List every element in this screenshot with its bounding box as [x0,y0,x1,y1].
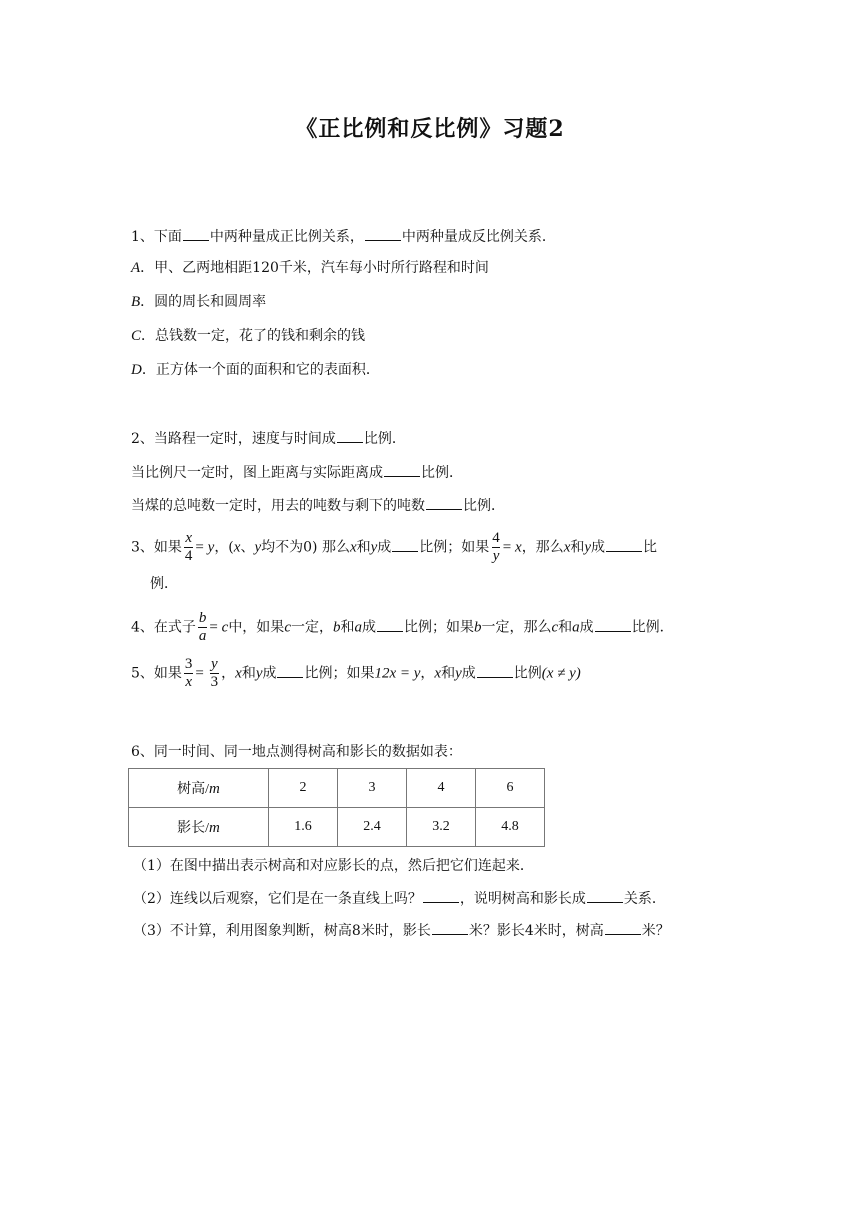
q6-stem: 6、同一时间、同一地点测得树高和影长的数据如表： [131,744,462,760]
q1-option-a [131,258,489,278]
var-x: x [235,665,242,682]
answer-blank[interactable] [183,226,209,241]
var-b: b [473,619,482,636]
q6-text: ，说明树高和影长成 [459,891,586,907]
q1-stem [131,226,556,247]
denominator: x [185,674,192,690]
option-text: ．甲、乙两地相距120千米，汽车每小时所行路程和时间 [140,260,489,276]
var-y: y [207,539,215,556]
unit: m [209,781,220,797]
var-b: b [332,619,341,636]
fraction [210,656,220,691]
answer-blank[interactable] [477,663,513,678]
q5-text: ， [420,665,435,682]
fraction [184,530,194,565]
q2-text: 比例． [463,498,505,514]
q3-line [131,530,657,565]
q2-text: 比例． [363,431,406,447]
q2-text: 当比例尺一定时，图上距离与实际距离成 [131,465,383,481]
q4-text: 和 [340,619,355,636]
table-cell: 6 [476,769,545,808]
equals-sign: = [195,539,208,556]
q6-text: （3）不计算，利用图象判断，树高8米时，影长 [133,923,431,939]
row-header [129,808,269,847]
q3-text: 成 [591,539,606,556]
q5-text: 成 [461,665,476,682]
table-cell: 4 [407,769,476,808]
answer-blank[interactable] [605,920,641,935]
q2-text: 比例． [421,465,463,481]
q1-text-b: 中两种量成正比例关系， [209,229,364,245]
var-a: a [572,619,580,636]
var-y: y [370,539,378,556]
q3-text: ，( [214,539,234,556]
q6-sub3 [133,920,670,941]
var-x: x [515,539,522,556]
equation: 12x = y [374,665,421,682]
option-letter: B [131,294,141,310]
answer-blank[interactable] [423,888,459,903]
numerator: 3 [184,656,193,672]
option-letter: A [131,260,141,276]
q2-line-1 [131,428,406,449]
q5-text: 成 [262,665,277,682]
q2-text: 当煤的总吨数一定时，用去的吨数与剩下的吨数 [131,498,425,514]
table-row [129,769,545,808]
option-text: ．总钱数一定，花了的钱和剩余的钱 [141,328,366,344]
answer-blank[interactable] [337,428,363,443]
option-text: ．正方体一个面的面积和它的表面积． [141,362,380,378]
answer-blank[interactable] [392,537,418,552]
q5-text: 和 [441,665,456,682]
denominator: a [198,628,207,644]
q4-text: 4、在式子 [131,619,196,636]
q1-option-d [131,360,380,380]
var-x: x [349,539,357,556]
q3-text: 比 [643,539,658,556]
q5-text: 5、如果 [131,665,182,682]
fraction [184,656,194,691]
numerator: 4 [492,530,500,546]
option-letter: C [131,328,142,344]
denominator: 3 [210,674,219,690]
equals-sign: = [209,619,222,636]
q4-line [131,610,674,645]
numerator: y [211,656,218,672]
q4-text: 比例；如果 [403,619,474,636]
table-cell: 4.8 [476,808,545,847]
answer-blank[interactable] [595,617,631,632]
answer-blank[interactable] [426,495,462,510]
var-c: c [221,619,229,636]
q6-sub1: （1）在图中描出表示树高和对应影长的点，然后把它们连起来． [133,858,534,874]
var-x: x [563,539,571,556]
q6-text: 米？影长4米时，树高 [468,923,604,939]
equals-sign: = [502,539,516,556]
answer-blank[interactable] [432,920,468,935]
option-letter: D [131,362,142,378]
table-cell: 2.4 [338,808,407,847]
q4-text: 一定，那么 [481,619,552,636]
q3-text: 比例；如果 [419,539,490,556]
var-x: x [434,665,442,682]
fraction [198,610,208,645]
q1-option-b [131,292,266,312]
q6-text: 米？ [641,923,670,939]
q4-text: 比例． [631,619,674,636]
row-header-label: 树高/ [177,782,210,797]
equals-sign: = [195,665,208,682]
q3-text: 均不为0) 那么 [261,539,350,556]
fraction [491,530,501,565]
q1-option-c [131,326,365,346]
row-header-label: 影长/ [177,821,210,836]
q5-line [131,656,581,691]
table-cell: 3.2 [407,808,476,847]
var-y: y [255,665,263,682]
answer-blank[interactable] [377,617,403,632]
denominator: y [492,548,500,564]
q3-text: 和 [570,539,585,556]
q3-text: 、 [240,539,255,556]
row-header [129,769,269,808]
q2-line-3 [131,495,505,516]
denominator: 4 [184,548,193,564]
q3-text: 和 [356,539,371,556]
q1-text-a: 1、下面 [131,229,182,245]
table-cell: 2 [269,769,338,808]
q4-text: 成 [579,619,594,636]
unit: m [209,820,220,836]
q2-line-2 [131,462,463,483]
q5-text: 比例；如果 [304,665,375,682]
q3-text: 3、如果 [131,539,182,556]
answer-blank[interactable] [384,462,420,477]
q5-text: 比例 [513,665,542,682]
q6-text: 关系． [623,891,666,907]
q4-text: 中，如果 [228,619,285,636]
tree-shadow-table [128,768,545,847]
q3-text: 成 [377,539,392,556]
answer-blank[interactable] [365,226,401,241]
table-cell: 1.6 [269,808,338,847]
q4-text: 和 [558,619,573,636]
q5-text: ， [221,665,236,682]
q4-text: 成 [361,619,376,636]
page-title: 《正比例和反比例》习题2 [295,116,565,142]
answer-blank[interactable] [277,663,303,678]
q4-text: 一定， [290,619,333,636]
answer-blank[interactable] [587,888,623,903]
q1-text-c: 中两种量成反比例关系． [401,229,556,245]
var-c: c [551,619,559,636]
q6-text: （2）连线以后观察，它们是在一条直线上吗？ [133,891,422,907]
q5-text: 和 [241,665,256,682]
var-y: y [455,665,462,682]
condition: (x ≠ y) [541,665,581,682]
numerator: x [185,530,192,546]
option-text: ．圆的周长和圆周率 [140,294,267,310]
var-y: y [584,539,592,556]
var-x: x [233,539,241,556]
var-y: y [254,539,262,556]
numerator: b [198,610,207,626]
q3-continuation: 例． [150,576,178,592]
table-cell: 3 [338,769,407,808]
var-a: a [354,619,362,636]
q2-text: 2、当路程一定时，速度与时间成 [131,431,336,447]
answer-blank[interactable] [606,537,642,552]
var-c: c [284,619,291,636]
q3-text: ，那么 [521,539,564,556]
table-row [129,808,545,847]
q6-sub2 [133,888,666,909]
